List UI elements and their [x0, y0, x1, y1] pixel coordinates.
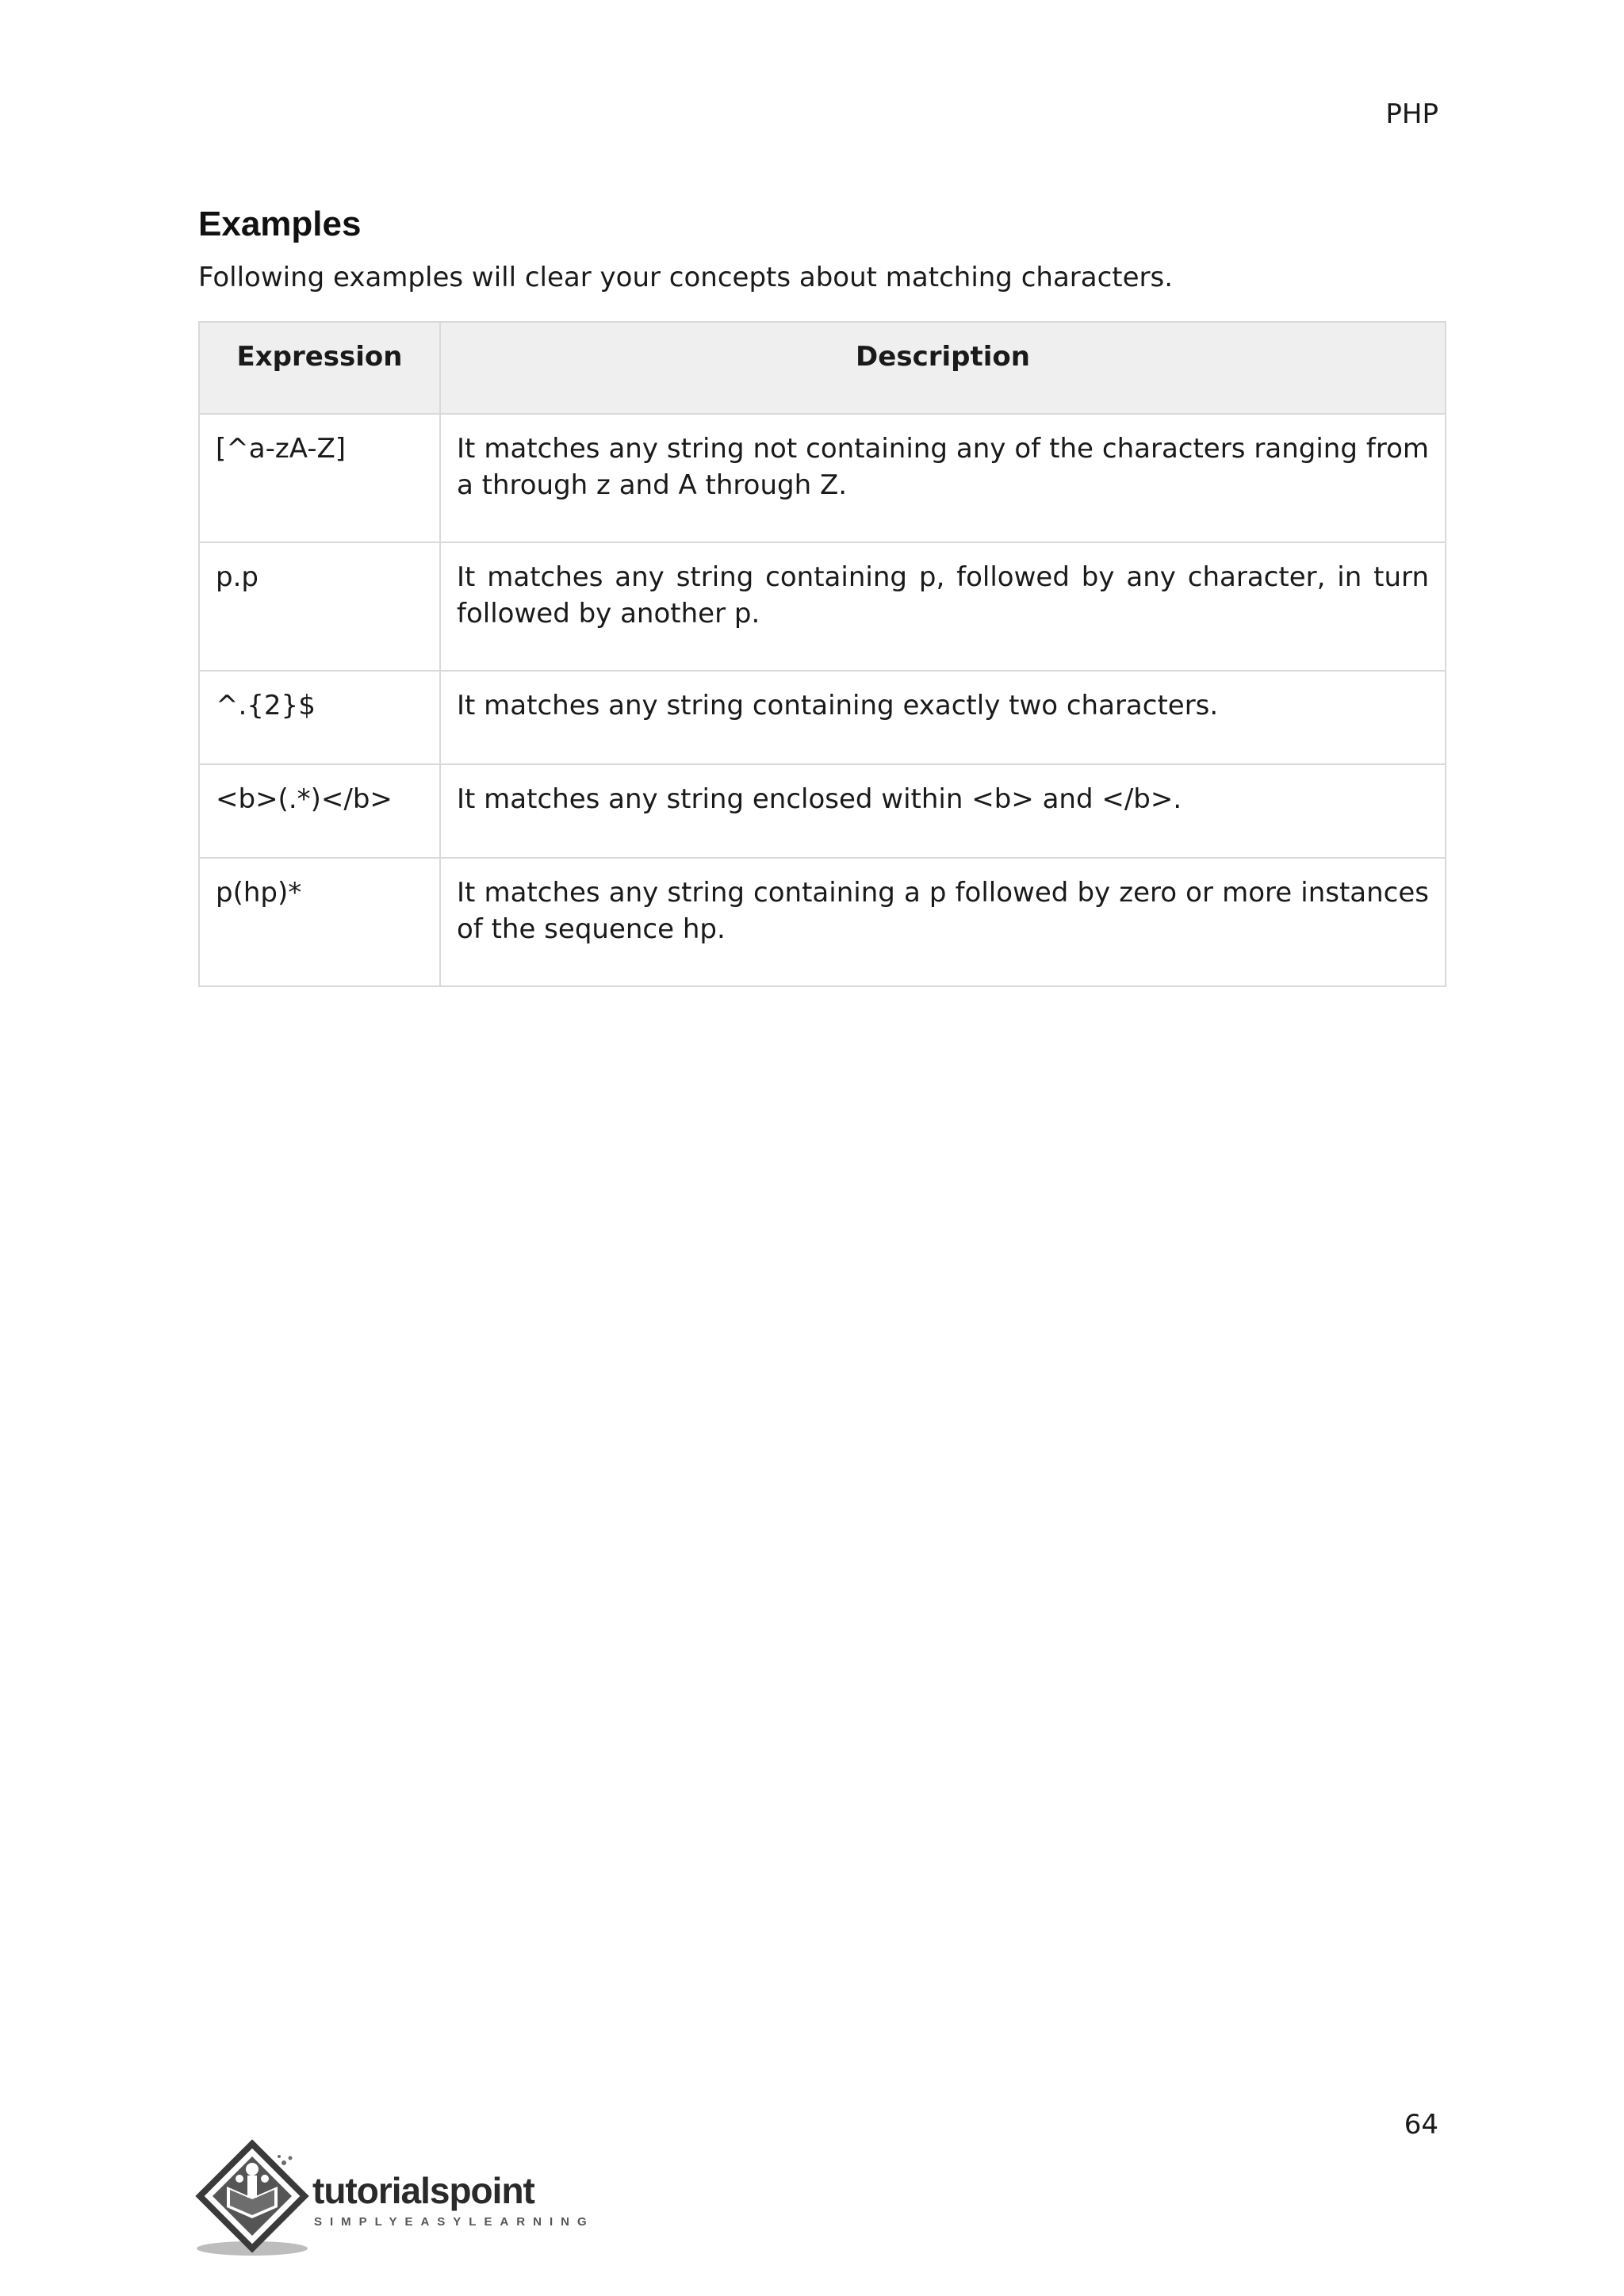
description-cell: It matches any string containing p, followed by any character, in turn followed by another p.: [440, 542, 1446, 671]
expression-cell: <b>(.*)</b>: [199, 764, 440, 858]
examples-table: [198, 321, 1446, 987]
intro-paragraph: Following examples will clear your concepts about matching characters.: [198, 262, 1174, 293]
table-row: [199, 542, 1446, 671]
section-title: Examples: [198, 205, 362, 243]
table-row: [199, 671, 1446, 764]
running-header: PHP: [1385, 98, 1438, 130]
logo-tagline: SIMPLYEASYLEARNING: [314, 2215, 595, 2229]
expression-cell: p.p: [199, 542, 440, 671]
expression-cell: ^.{2}$: [199, 671, 440, 764]
description-cell: It matches any string containing exactly two characters.: [440, 671, 1446, 764]
description-cell: It matches any string enclosed within <b> and </b>.: [440, 764, 1446, 858]
expression-cell: [^a-zA-Z]: [199, 414, 440, 542]
logo-emblem-icon: [195, 2139, 314, 2258]
expression-cell: p(hp)*: [199, 858, 440, 986]
logo-wordmark: tutorialspoint: [312, 2170, 534, 2211]
table-row: [199, 414, 1446, 542]
tutorialspoint-logo: [195, 2139, 607, 2258]
description-cell: It matches any string containing a p followed by zero or more instances of the sequence hp.: [440, 858, 1446, 986]
table-header-row: [199, 322, 1446, 414]
column-header-description: Description: [440, 322, 1446, 414]
table-row: [199, 764, 1446, 858]
column-header-expression: Expression: [199, 322, 440, 414]
table-row: [199, 858, 1446, 986]
page-number: 64: [1404, 2109, 1438, 2141]
description-cell: It matches any string not containing any of the characters ranging from a through z and A through Z.: [440, 414, 1446, 542]
